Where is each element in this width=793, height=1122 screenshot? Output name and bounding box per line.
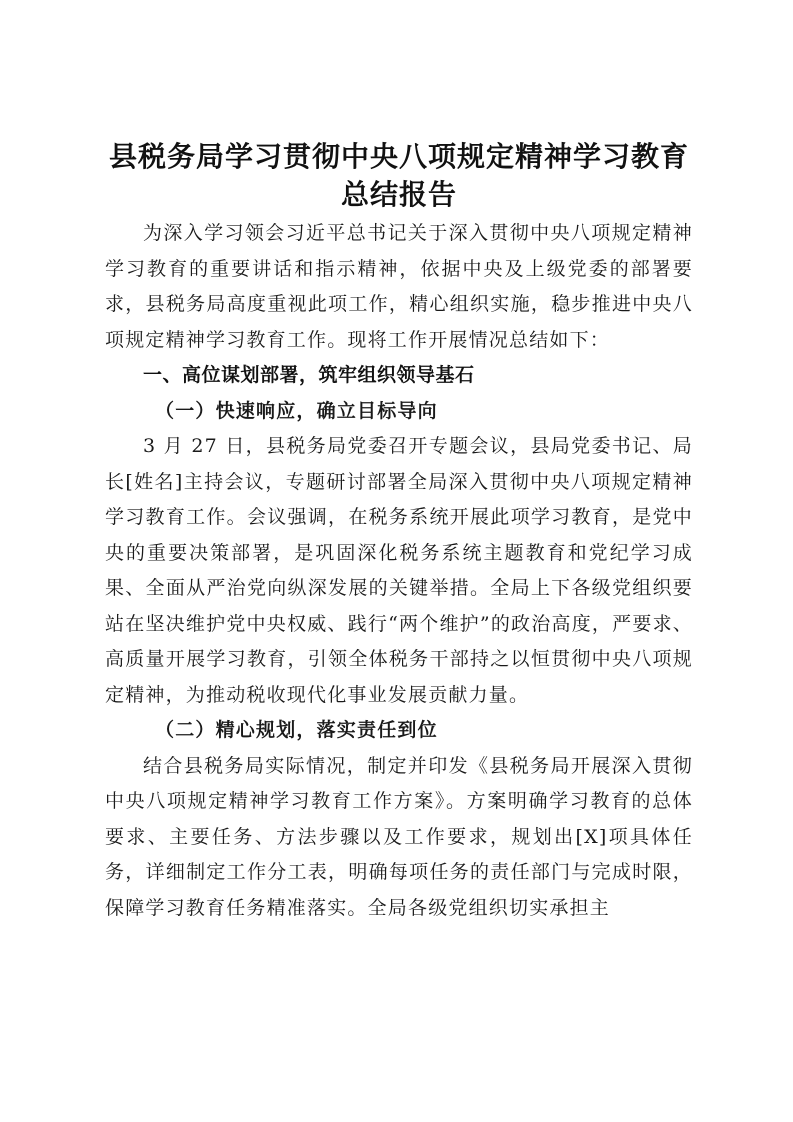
- subsection-1-paragraph: 3 月 27 日，县税务局党委召开专题会议，县局党委书记、局长[姓名]主持会议，专题研讨部署全局深入贯彻中央八项规定精神学习教育工作。会议强调，在税务系统开展此项学习教育，是党中央的重要决策部署，是巩固深化税务系统主题教育和党纪学习成果、全面从严治党向纵深发展的关键举措。全局上下各级党组织要站在坚决维护党中央权威、践行“两个维护”的政治高度，严要求、高质量开展学习教育，引领全体税务干部持之以恒贯彻中央八项规定精神，为推动税收现代化事业发展贡献力量。: [105, 435, 693, 706]
- document-title-line-2: 总结报告: [340, 178, 457, 211]
- intro-paragraph: 为深入学习领会习近平总书记关于深入贯彻中央八项规定精神学习教育的重要讲话和指示精神，依据中央及上级党委的部署要求，县税务局高度重视此项工作，精心组织实施，稳步推进中央八项规定精神学习教育工作。现将工作开展情况总结如下：: [105, 222, 693, 351]
- document-title-line-1: 县税务局学习贯彻中央八项规定精神学习教育: [108, 140, 689, 173]
- subsection-2-heading: （二）精心规划，落实责任到位: [155, 719, 438, 741]
- subsection-2-paragraph: 结合县税务局实际情况，制定并印发《县税务局开展深入贯彻中央八项规定精神学习教育工作方案》。方案明确学习教育的总体要求、主要任务、方法步骤以及工作要求，规划出[X]项具体任务，详细制定工作分工表，明确每项任务的责任部门与完成时限，保障学习教育任务精准落实。全局各级党组织切实承担主: [105, 754, 693, 919]
- document-body: [105, 138, 693, 926]
- subsection-1-heading: （一）快速响应，确立目标导向: [155, 399, 438, 422]
- document-title: [105, 138, 693, 214]
- section-1-heading: 一、高位谋划部署，筑牢组织领导基石: [143, 364, 475, 386]
